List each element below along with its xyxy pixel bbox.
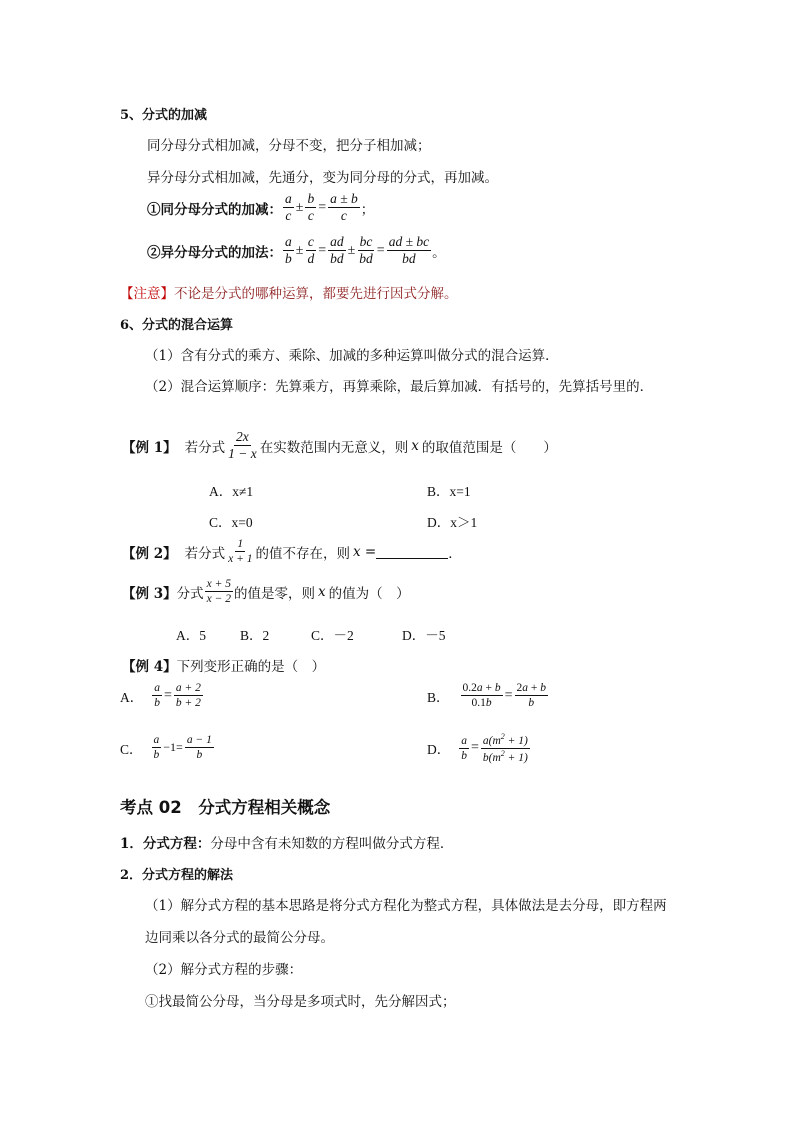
answer-blank[interactable] <box>376 544 448 559</box>
paragraph: 同分母分式相加减，分母不变，把分子相加减； <box>147 138 431 154</box>
rule-label: ②异分母分式的加法： <box>147 244 282 261</box>
fraction: $\frac{ad \pm bc}{bd}$ <box>388 234 430 267</box>
fraction: $\frac{a + 2}{b + 2}$ <box>175 682 201 710</box>
option-c[interactable]: C．x=0 <box>209 515 253 530</box>
fraction: $\frac{a}{c}$ <box>285 191 292 224</box>
definition: 1．分式方程：分母中含有未知数的方程叫做分式方程． <box>120 836 454 852</box>
example-3: 【例 3】 分式 $\frac{x + 5}{x - 2}$ 的值是零，则 x 的值为（ ） <box>122 578 410 606</box>
rule-label: ①同分母分式的加减： <box>147 201 282 218</box>
fraction: $\frac{a - 1}{b}$ <box>186 734 212 762</box>
fraction: $\frac{a}{b}$ <box>461 734 467 762</box>
option-b[interactable]: B． $\frac{0.2a + b}{0.1b}$ = $\frac{2a + b}{b}$ <box>427 682 547 710</box>
option-a[interactable]: A． $\frac{a}{b}$ = $\frac{a + 2}{b + 2}$ <box>120 682 201 710</box>
section-title: 6、分式的混合运算 <box>120 318 234 333</box>
option-a[interactable]: A．x≠1 <box>209 484 254 499</box>
option-d[interactable]: D．x＞1 <box>427 515 478 530</box>
paragraph: （1）含有分式的乘方、乘除、加减的多种运算叫做分式的混合运算． <box>145 348 559 364</box>
fraction: $\frac{b}{c}$ <box>307 191 315 224</box>
fraction: $\frac{c}{d}$ <box>307 234 315 267</box>
paragraph: （2）解分式方程的步骤： <box>145 962 303 978</box>
fraction: $\frac{ad}{bd}$ <box>330 234 344 267</box>
fraction: $\frac{0.2a + b}{0.1b}$ <box>462 682 501 710</box>
option-b[interactable]: B．2 <box>240 628 270 643</box>
fraction: $\frac{a}{b}$ <box>153 734 160 762</box>
fraction: $\frac{2x}{1 - x}$ <box>228 429 257 462</box>
example-label: 【例 2】 <box>122 545 177 562</box>
fraction: $\frac{a(m^2 + 1)}{b(m^2 + 1)}$ <box>482 732 528 764</box>
option-d[interactable]: D．－5 <box>402 628 446 643</box>
option-d[interactable]: D． $\frac{a}{b}$ = $\frac{a(m^2 + 1)}{b(m^2 + 1)}$ <box>427 732 528 764</box>
option-a[interactable]: A．5 <box>176 628 206 643</box>
note <box>120 282 458 302</box>
option-b[interactable]: B．x=1 <box>427 484 471 499</box>
paragraph: 边同乘以各分式的最简公分母。 <box>145 930 334 946</box>
example-label: 【例 1】 <box>122 439 177 456</box>
fraction: $\frac{a}{b}$ <box>285 234 292 267</box>
fraction: $\frac{a}{b}$ <box>154 682 160 710</box>
note-tag: 【注意】 <box>120 286 174 302</box>
example-4: 【例 4】 下列变形正确的是（ ） <box>122 655 325 675</box>
fraction: $\frac{x + 5}{x - 2}$ <box>206 578 231 606</box>
section-title: 5、分式的加减 <box>120 108 208 123</box>
example-label: 【例 3】 <box>122 585 177 602</box>
subsection-title: 2．分式方程的解法 <box>120 868 234 883</box>
note-text: 不论是分式的哪种运算，都要先进行因式分解。 <box>174 286 458 302</box>
fraction: $\frac{a \pm b}{c}$ <box>330 191 358 224</box>
rule-same-denominator: ①同分母分式的加减： $\frac{a}{c}$ ± $\frac{b}{c}$ = $\frac{a \pm b}{c}$ ； <box>147 191 375 224</box>
paragraph: ①找最简公分母，当分母是多项式时，先分解因式； <box>145 994 456 1010</box>
option-c[interactable]: C．－2 <box>311 628 354 643</box>
option-c[interactable]: C． $\frac{a}{b}$ −1= $\frac{a - 1}{b}$ <box>120 734 212 762</box>
example-1: 【例 1】 若分式 $\frac{2x}{1 - x}$ 在实数范围内无意义，则 x 的取值范围是（ ） <box>122 429 557 462</box>
fraction: $\frac{bc}{bd}$ <box>359 234 373 267</box>
example-2: 【例 2】 若分式 $\frac{1}{x + 1}$ 的值不存在，则 x = ． <box>122 538 462 566</box>
paragraph: 异分母分式相加减，先通分，变为同分母的分式，再加减。 <box>147 170 498 186</box>
rule-diff-denominator: ②异分母分式的加法： $\frac{a}{b}$ ± $\frac{c}{d}$ = $\frac{ad}{bd}$ ± $\frac{bc}{bd}$ = $\frac{ad \pm bc}{bd}$ 。 <box>147 234 446 267</box>
paragraph: （1）解分式方程的基本思路是将分式方程化为整式方程，具体做法是去分母，即方程两 <box>145 898 667 914</box>
topic-heading: 考点 02 分式方程相关概念 <box>120 798 331 817</box>
fraction: $\frac{1}{x + 1}$ <box>228 538 253 566</box>
fraction: $\frac{2a + b}{b}$ <box>516 682 547 710</box>
paragraph: （2）混合运算顺序：先算乘方，再算乘除，最后算加减．有括号的，先算括号里的． <box>145 379 654 395</box>
example-label: 【例 4】 <box>122 659 177 675</box>
